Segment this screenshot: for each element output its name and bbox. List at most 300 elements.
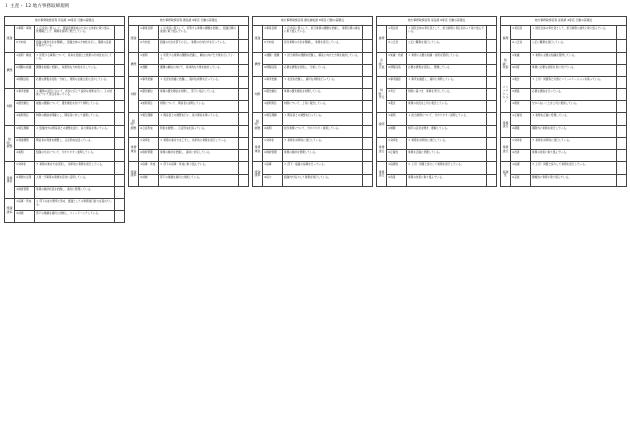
- criterion-description: ６ 部下の能力開発に努め、組織としての業務遂行能力を高めている。: [35, 199, 115, 211]
- evaluation-entry-cell[interactable]: [487, 101, 497, 113]
- criterion-label: ①課題・課題: [263, 53, 283, 65]
- criterion-label: ③情報収集: [15, 77, 35, 89]
- criterion-description: ２ 業務に必要な知識・技術を習得している。: [407, 53, 487, 65]
- evaluation-entry-cell[interactable]: [115, 138, 125, 150]
- criterion-label: ①指導・育成: [15, 199, 35, 211]
- criterion-description: ２ 所管する事務について、将来を見据えた施策の方向性を示している。: [35, 53, 115, 65]
- criterion-label: ①事実把握: [15, 89, 35, 101]
- criterion-description: 判断について、上司に報告している。: [283, 101, 363, 113]
- criterion-label: ①説明: [139, 53, 159, 65]
- competency-category: 業務遂行: [377, 138, 387, 162]
- criterion-description: ４ 業務を正確に処理している。: [531, 113, 617, 126]
- table-row: [377, 126, 497, 138]
- evaluation-entry-cell[interactable]: [363, 101, 373, 113]
- criterion-label: ②優先順位: [139, 89, 159, 101]
- evaluation-entry-cell[interactable]: [487, 175, 497, 187]
- criterion-label: ①指導: [263, 162, 283, 175]
- criterion-label: ①事務・事業: [15, 26, 35, 40]
- table-row: [377, 40, 497, 53]
- criterion-description: ６ 部下・後輩の指導を行っている。: [283, 162, 363, 175]
- table-row: [501, 89, 627, 101]
- criterion-label: ①効率化: [387, 138, 407, 150]
- evaluation-entry-cell[interactable]: [487, 162, 497, 175]
- evaluation-table: [252, 16, 373, 187]
- evaluation-entry-cell[interactable]: [239, 40, 249, 53]
- table-row: [5, 77, 125, 89]
- table-row: [501, 126, 627, 138]
- criterion-label: ①報告: [511, 77, 531, 89]
- criterion-description: 公正に職務を遂行している。: [407, 40, 487, 53]
- evaluation-entry-cell[interactable]: [115, 199, 125, 211]
- table-row: [253, 65, 373, 77]
- competency-category: 倫理: [377, 26, 387, 53]
- evaluation-entry-cell[interactable]: [115, 211, 125, 223]
- criterion-description: 人員・予算等の資源を有効に活用している。: [35, 175, 115, 187]
- criterion-description: ４ 組織内外の関係者との調整を図り、協力関係を築いている。: [35, 126, 115, 138]
- criterion-description: ５ 業務を効率的に遂行している。: [407, 138, 487, 150]
- table-row: [377, 101, 497, 113]
- table-row: [377, 150, 497, 162]
- criterion-label: ③説明責任: [15, 113, 35, 126]
- criterion-description: ５ 業務を効率的に遂行している。: [531, 138, 617, 150]
- criterion-label: ②意欲: [511, 175, 531, 187]
- criterion-description: ３ 上司・同僚等と円滑にコミュニケーションを取っている。: [531, 77, 617, 89]
- competency-category: 説明・調整: [129, 113, 139, 138]
- criterion-description: 業務の進捗状況を把握し、適切に管理している。: [35, 187, 115, 199]
- table-row: [253, 162, 373, 175]
- criterion-description: １ 任命官に照らして、組織目標達成のために主体的に取り組み、管理職として、職務を適切に果たしている。: [35, 26, 115, 40]
- competency-category: 業務遂行: [501, 138, 511, 162]
- criterion-label: ①正確性: [511, 113, 531, 126]
- criterion-description: 必要な情報を収集・分析し、施策の企画立案に活かしている。: [35, 77, 115, 89]
- evaluation-entry-cell[interactable]: [363, 150, 373, 162]
- criterion-label: ②協力: [263, 175, 283, 187]
- criterion-description: 必要な情報を収集し、分析している。: [283, 65, 363, 77]
- competency-category: 判断: [253, 77, 263, 113]
- evaluation-table: [128, 16, 249, 187]
- criterion-description: 課題の解決に向けて、具体的な方策を検討している。: [159, 65, 239, 77]
- evaluation-entry-cell[interactable]: [115, 89, 125, 101]
- table-row: [5, 199, 125, 211]
- competency-category: 企画・立案: [377, 53, 387, 77]
- table-row: [253, 113, 373, 126]
- evaluation-entry-cell[interactable]: [487, 113, 497, 126]
- evaluation-table: [500, 16, 627, 187]
- criterion-description: 課題を的確に把握し、政策的な方向性を示している。: [35, 65, 115, 77]
- table-row: [377, 26, 497, 40]
- criterion-label: ①効率化: [511, 138, 531, 150]
- table-row: [377, 53, 497, 65]
- criterion-description: 業務の優先順位を判断し、部下に指示している。: [159, 89, 239, 101]
- table-row: [253, 77, 373, 89]
- table-row: [129, 138, 249, 150]
- table-row: [5, 126, 125, 138]
- criterion-label: ③進捗管理: [15, 187, 35, 199]
- criterion-description: ２ 担当業務の課題を把握し、解決に向けた方策を検討している。: [283, 53, 363, 65]
- criterion-label: ①協調: [511, 162, 531, 175]
- evaluation-entry-cell[interactable]: [239, 162, 249, 175]
- evaluation-entry-cell[interactable]: [363, 65, 373, 77]
- evaluation-entry-cell[interactable]: [115, 40, 125, 53]
- criterion-description: １ 国民全体の奉仕者として、担当業務に誠実に取り組んでいる。: [531, 26, 617, 40]
- criterion-label: ②方向性: [263, 40, 283, 53]
- criterion-description: ４ 関係者との調整を行っている。: [283, 113, 363, 126]
- table-row: [501, 150, 627, 162]
- competency-category: 構想: [253, 53, 263, 77]
- evaluation-entry-cell[interactable]: [363, 53, 373, 65]
- competency-category: 組織統率: [253, 162, 263, 187]
- table-row: [377, 175, 497, 187]
- criterion-description: １ 国民全体の奉仕者として、担当業務に責任を持って取り組んでいる。: [407, 26, 487, 40]
- criterion-label: ②技術: [511, 65, 531, 77]
- criterion-description: 業務の優先順位を判断している。: [283, 89, 363, 101]
- criterion-label: ③相談: [511, 101, 531, 113]
- evaluation-entry-cell[interactable]: [487, 89, 497, 101]
- criterion-description: ２ 業務に必要な知識を習得している。: [531, 53, 617, 65]
- table-row: [5, 89, 125, 101]
- criterion-description: ４ 担当業務について、分かりやすく説明している。: [407, 113, 487, 126]
- evaluation-table: [376, 16, 497, 187]
- criterion-label: ③説明責任: [139, 101, 159, 113]
- evaluation-entry-cell[interactable]: [363, 113, 373, 126]
- criterion-description: ３ 状況を把握し、適切な判断を行っている。: [283, 77, 363, 89]
- criterion-description: ６ 上司・同僚と協力して業務を遂行している。: [407, 162, 487, 175]
- criterion-label: ②方向性: [15, 40, 35, 53]
- table-row: [253, 150, 373, 162]
- evaluation-entry-cell[interactable]: [487, 77, 497, 89]
- evaluation-entry-cell[interactable]: [115, 126, 125, 138]
- evaluation-entry-cell[interactable]: [487, 126, 497, 138]
- table-row: [5, 40, 125, 53]
- criterion-description: 部下の業績を適切に評価し、フィードバックしている。: [35, 211, 115, 223]
- table-row: [129, 150, 249, 162]
- evaluation-entry-cell[interactable]: [487, 150, 497, 162]
- criterion-label: ②資源の活用: [15, 175, 35, 187]
- evaluation-entry-cell[interactable]: [617, 101, 627, 113]
- evaluation-entry-cell[interactable]: [115, 26, 125, 40]
- competency-category: 説明・調整: [253, 113, 263, 138]
- competency-category: 構想: [5, 53, 15, 89]
- table-row: [5, 65, 125, 77]
- table-row: [129, 77, 249, 89]
- criterion-label: ③報告: [387, 101, 407, 113]
- criterion-label: ①効率化: [15, 162, 35, 175]
- criterion-label: ②改善: [511, 150, 531, 162]
- criterion-label: ②方向性: [139, 40, 159, 53]
- criterion-description: 複数の課題について、優先順位を付けて判断している。: [35, 101, 115, 113]
- evaluation-entry-cell[interactable]: [487, 138, 497, 150]
- table-row: [129, 65, 249, 77]
- table-row: [5, 162, 125, 175]
- table-row: [5, 26, 125, 40]
- criterion-label: ③説明: [15, 150, 35, 162]
- criterion-label: ②連絡: [511, 89, 531, 101]
- evaluation-entry-cell[interactable]: [115, 53, 125, 65]
- table-row: [253, 175, 373, 187]
- competency-category: 業務運営: [129, 138, 139, 162]
- table-row: [377, 89, 497, 101]
- table-row: [377, 138, 497, 150]
- criterion-label: ①責任感: [511, 26, 531, 40]
- evaluation-entry-cell[interactable]: [617, 65, 627, 77]
- criterion-description: 分からないことを上司に相談している。: [531, 101, 617, 113]
- evaluation-entry-cell[interactable]: [239, 26, 249, 40]
- evaluation-entry-cell[interactable]: [115, 65, 125, 77]
- criterion-label: ②課題の認識: [15, 65, 35, 77]
- criterion-label: ①事業目標: [139, 26, 159, 40]
- competency-category: 判断・実行: [377, 77, 387, 113]
- criterion-description: 業務の改善に取り組んでいる。: [407, 175, 487, 187]
- evaluation-entry-cell[interactable]: [617, 138, 627, 150]
- evaluation-entry-cell[interactable]: [487, 53, 497, 65]
- competency-category: コミュニケーション: [501, 77, 511, 113]
- criterion-description: 担当業務の方針を理解し、業務を遂行している。: [283, 40, 363, 53]
- criterion-description: ４ 関係者との調整を行い、協力関係を築いている。: [159, 113, 239, 126]
- criterion-label: ①事実確認: [387, 77, 407, 89]
- evaluation-entry-cell[interactable]: [617, 150, 627, 162]
- criterion-description: 組織の方針について、分かりやすく説明している。: [35, 150, 115, 162]
- table-row: [501, 113, 627, 126]
- competency-category: 協調性: [501, 162, 511, 187]
- table-row: [501, 162, 627, 175]
- criterion-description: １ 任命官に照らして、担当業務の課題を把握し、業務目標の達成に取り組んでいる。: [283, 26, 363, 40]
- competency-category: 組織: [5, 26, 15, 53]
- evaluation-entry-cell[interactable]: [115, 187, 125, 199]
- criterion-description: 判断に基づき、業務を実行している。: [407, 89, 487, 101]
- table-row: [129, 53, 249, 65]
- table-row: [5, 211, 125, 223]
- criterion-label: ①事業目標: [263, 26, 283, 40]
- table-row: [253, 40, 373, 53]
- table-row: [253, 26, 373, 40]
- evaluation-entry-cell[interactable]: [617, 89, 627, 101]
- evaluation-entry-cell[interactable]: [363, 126, 373, 138]
- criterion-description: ３ 事実を確認し、適切に判断している。: [407, 77, 487, 89]
- competency-category: 説明・調整: [5, 126, 15, 162]
- table-row: [5, 187, 125, 199]
- criterion-label: ②進捗管理: [263, 150, 283, 162]
- table-row: [129, 89, 249, 101]
- criterion-description: ６ 上司・同僚と協力して業務を遂行している。: [531, 162, 617, 175]
- competency-category: 業務遂行: [501, 113, 511, 138]
- competency-category: 組織統率: [129, 162, 139, 187]
- table-row: [501, 138, 627, 150]
- table-row: [501, 40, 627, 53]
- criterion-label: ②正確性: [387, 150, 407, 162]
- evaluation-entry-cell[interactable]: [617, 175, 627, 187]
- criterion-label: ①事実把握: [139, 77, 159, 89]
- table-row: [253, 89, 373, 101]
- table-row: [129, 162, 249, 175]
- criterion-description: 必要な情報を収集し、整理している。: [407, 65, 487, 77]
- criterion-label: ②利害調整: [15, 138, 35, 150]
- criterion-label: ③説明責任: [263, 101, 283, 113]
- evaluation-entry-cell[interactable]: [363, 138, 373, 150]
- evaluation-entry-cell[interactable]: [115, 162, 125, 175]
- evaluation-entry-cell[interactable]: [363, 89, 373, 101]
- competency-category: 説明: [377, 113, 387, 138]
- table-title: 地方事務取締官等 課長級 9等官 行動の着眼点: [129, 17, 249, 26]
- evaluation-entry-cell[interactable]: [239, 65, 249, 77]
- competency-category: 判断: [129, 77, 139, 113]
- evaluation-entry-cell[interactable]: [239, 126, 249, 138]
- criterion-description: ５ 業務の進め方を改善し、効率的に業務を遂行している。: [35, 162, 115, 175]
- table-row: [377, 65, 497, 77]
- table-row: [501, 77, 627, 89]
- evaluation-entry-cell[interactable]: [115, 113, 125, 126]
- evaluation-entry-cell[interactable]: [115, 101, 125, 113]
- criterion-label: ①効率化: [139, 138, 159, 150]
- competency-category: 構想: [129, 53, 139, 77]
- competency-category: 組織: [253, 26, 263, 53]
- evaluation-entry-cell[interactable]: [239, 53, 249, 65]
- evaluation-entry-cell[interactable]: [617, 126, 627, 138]
- criterion-label: ①相互理解: [15, 126, 35, 138]
- criterion-label: ①責任感: [387, 26, 407, 40]
- criterion-label: ②評価: [139, 175, 159, 187]
- criterion-label: ②改善: [387, 175, 407, 187]
- criterion-description: 業務を正確に処理している。: [407, 150, 487, 162]
- table-row: [129, 175, 249, 187]
- criterion-description: 判断について、関係者に説明している。: [159, 101, 239, 113]
- evaluation-entry-cell[interactable]: [617, 162, 627, 175]
- criterion-description: 部下の業績を適切に評価している。: [159, 175, 239, 187]
- table-row: [5, 175, 125, 187]
- table-title: 地方事務取締官等 課長補佐級 8等官 行動の着眼点: [253, 17, 373, 26]
- criterion-description: 組織内で協力して業務を遂行している。: [283, 175, 363, 187]
- table-row: [377, 162, 497, 175]
- evaluation-entry-cell[interactable]: [239, 150, 249, 162]
- table-row: [377, 113, 497, 126]
- evaluation-entry-cell[interactable]: [363, 77, 373, 89]
- evaluation-entry-cell[interactable]: [617, 113, 627, 126]
- table-title: 地方事務取締官等 係員級 4等官 行動の着眼点: [501, 17, 627, 26]
- table-row: [5, 53, 125, 65]
- criterion-label: ①効率化: [263, 138, 283, 150]
- criterion-label: ②優先順位: [263, 89, 283, 101]
- document-header: １ 主査・ 12 地方事務取締規則: [4, 4, 70, 9]
- evaluation-entry-cell[interactable]: [487, 26, 497, 40]
- criterion-label: ①説明: [387, 113, 407, 126]
- evaluation-entry-cell[interactable]: [363, 26, 373, 40]
- criterion-description: 相手の意見を聞き、理解している。: [407, 126, 487, 138]
- competency-category: 判断: [5, 89, 15, 126]
- evaluation-entry-cell[interactable]: [239, 101, 249, 113]
- evaluation-entry-cell[interactable]: [115, 175, 125, 187]
- criterion-description: 関係者の利害を調整し、合意形成を図っている。: [35, 138, 115, 150]
- criterion-description: 公正に職務を遂行している。: [531, 40, 617, 53]
- evaluation-entry-cell[interactable]: [239, 138, 249, 150]
- criterion-description: ６ 部下の指導・育成に取り組んでいる。: [159, 162, 239, 175]
- criterion-label: ②期限: [511, 126, 531, 138]
- evaluation-entry-cell[interactable]: [363, 175, 373, 187]
- criterion-label: ①知識: [511, 53, 531, 65]
- criterion-label: ①知識・技術: [387, 53, 407, 65]
- criterion-label: ②実行: [387, 89, 407, 101]
- criterion-description: 業務の進捗を管理している。: [283, 150, 363, 162]
- table-row: [377, 77, 497, 89]
- evaluation-entry-cell[interactable]: [115, 77, 125, 89]
- competency-category: 知識・技術: [501, 53, 511, 77]
- criterion-description: ５ 業務を効率的に遂行している。: [283, 138, 363, 150]
- criterion-label: ②課題: [139, 65, 159, 77]
- competency-category: 業務運営: [253, 138, 263, 162]
- evaluation-entry-cell[interactable]: [617, 40, 627, 53]
- criterion-description: 期限内に業務を遂行している。: [531, 126, 617, 138]
- criterion-label: ②優先順位: [15, 101, 35, 113]
- criterion-description: 担当業務について、分かりやすく説明している。: [283, 126, 363, 138]
- competency-category: 業務遂行: [377, 162, 387, 187]
- evaluation-table: [4, 16, 125, 223]
- evaluation-entry-cell[interactable]: [363, 162, 373, 175]
- competency-category: 組織統率: [5, 199, 15, 223]
- table-row: [5, 138, 125, 150]
- criterion-label: ①相互理解: [263, 113, 283, 126]
- table-row: [5, 113, 125, 126]
- competency-category: 倫理: [501, 26, 511, 53]
- evaluation-entry-cell[interactable]: [239, 77, 249, 89]
- evaluation-entry-cell[interactable]: [617, 77, 627, 89]
- criterion-description: ５ 業務の進め方を工夫し、効率的に業務を遂行している。: [159, 138, 239, 150]
- criterion-label: ②説明: [263, 126, 283, 138]
- competency-category: 業務運営: [5, 162, 15, 199]
- criterion-description: ３ 状況を的確に把握し、適切な判断を行っている。: [159, 77, 239, 89]
- evaluation-entry-cell[interactable]: [115, 150, 125, 162]
- criterion-label: ②評価: [15, 211, 35, 223]
- table-row: [129, 113, 249, 126]
- evaluation-entry-cell[interactable]: [487, 40, 497, 53]
- evaluation-entry-cell[interactable]: [239, 175, 249, 187]
- table-row: [253, 138, 373, 150]
- evaluation-entry-cell[interactable]: [487, 65, 497, 77]
- criterion-description: 業務に必要な技術を身に付けている。: [531, 65, 617, 77]
- table-row: [253, 126, 373, 138]
- evaluation-entry-cell[interactable]: [617, 26, 627, 40]
- table-title: 地方事務取締官等 所長級 10等官 行動の着眼点: [5, 17, 125, 26]
- table-row: [5, 101, 125, 113]
- evaluation-entry-cell[interactable]: [617, 53, 627, 65]
- table-title: 地方事務取締官等 係長級 6等官 行動の着眼点: [377, 17, 497, 26]
- table-row: [501, 26, 627, 40]
- table-row: [253, 101, 373, 113]
- criterion-label: ②情報収集: [263, 65, 283, 77]
- criterion-label: ②公正性: [387, 40, 407, 53]
- competency-category: 組織: [129, 26, 139, 53]
- criterion-description: 積極的に業務に取り組んでいる。: [531, 175, 617, 187]
- evaluation-entry-cell[interactable]: [363, 40, 373, 53]
- criterion-label: ②情報収集: [387, 65, 407, 77]
- criterion-description: ２ 所管する業務の課題を把握し、解決に向けた方策を示している。: [159, 53, 239, 65]
- table-row: [129, 126, 249, 138]
- table-row: [5, 150, 125, 162]
- table-row: [253, 53, 373, 65]
- table-row: [129, 40, 249, 53]
- criterion-label: ①相互理解: [139, 113, 159, 126]
- table-row: [501, 65, 627, 77]
- criterion-description: １ 任命官に照らして、所管する業務の課題を把握し、組織目標の達成に取り組んでいる。: [159, 26, 239, 40]
- criterion-description: 組織の運営方針を理解し、組織全体の方向性を示し、職員の意欲を高めている。: [35, 40, 115, 53]
- criterion-label: ②合意形成: [139, 126, 159, 138]
- criterion-description: 利害を調整し、合意形成を図っている。: [159, 126, 239, 138]
- criterion-description: 業務の状況を上司に報告している。: [407, 101, 487, 113]
- criterion-description: 業務の改善に取り組んでいる。: [531, 150, 617, 162]
- criterion-label: ②進捗管理: [139, 150, 159, 162]
- evaluation-entry-cell[interactable]: [239, 89, 249, 101]
- table-row: [129, 26, 249, 40]
- criterion-description: 判断の根拠を明確にし、関係者に対して説明している。: [35, 113, 115, 126]
- evaluation-entry-cell[interactable]: [239, 113, 249, 126]
- criterion-description: 組織の方針を部下に示し、業務の方向付けを行っている。: [159, 40, 239, 53]
